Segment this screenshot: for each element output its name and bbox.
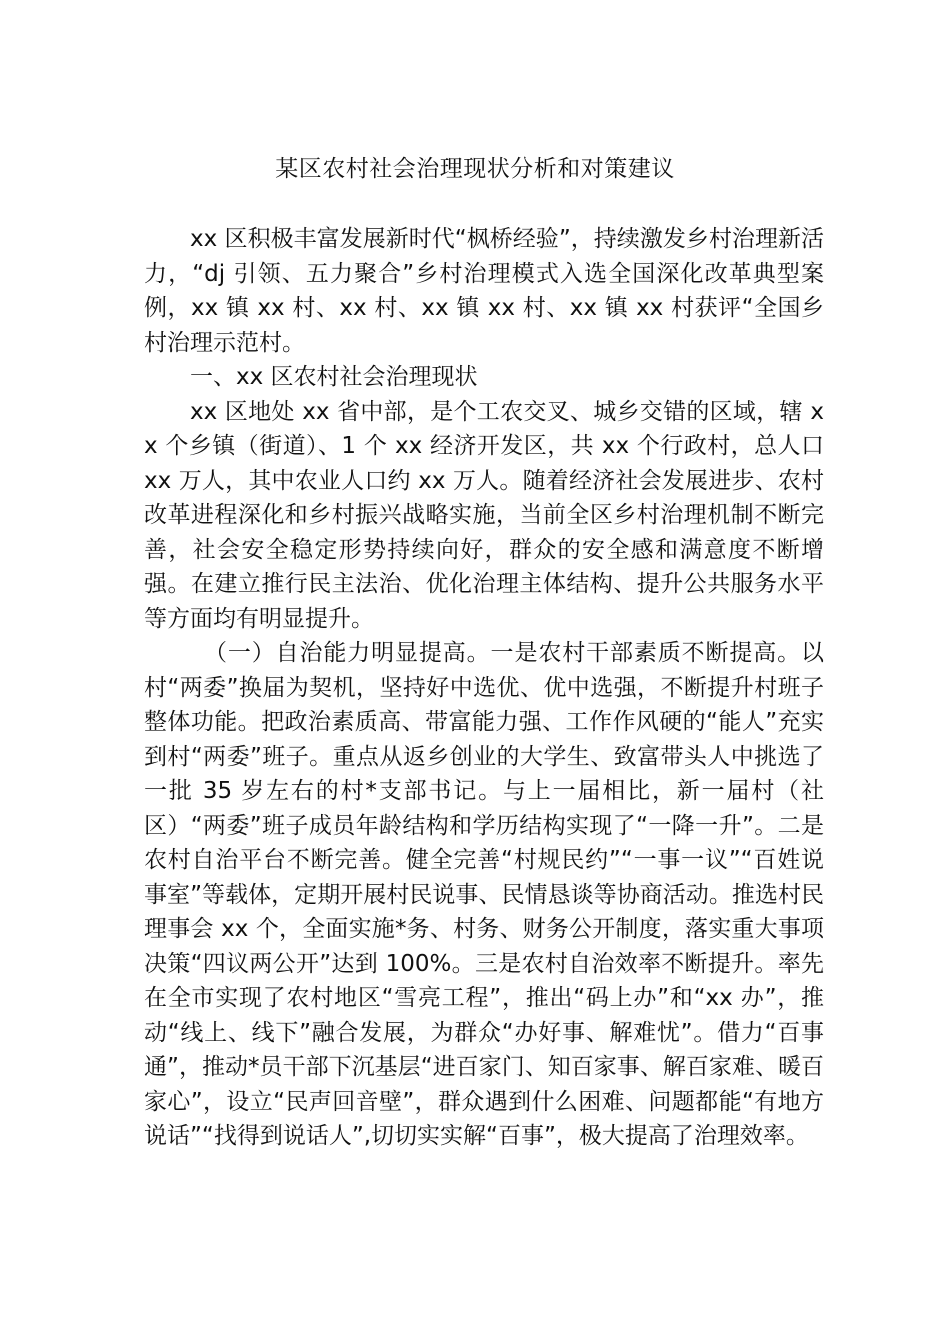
document-body: [144, 222, 824, 1154]
intro-paragraph: xx 区积极丰富发展新时代“枫桥经验”，持续激发乡村治理新活力，“dj 引领、五力聚合”乡村治理模式入选全国深化改革典型案例，xx 镇 xx 村、xx 村、xx 镇 xx 村、xx 镇 xx 村获评“全国乡村治理示范村。: [144, 226, 824, 356]
document-title: 某区农村社会治理现状分析和对策建议: [275, 156, 675, 182]
subsection-paragraph: （一）自治能力明显提高。一是农村干部素质不断提高。以村“两委”换届为契机，坚持好中选优、优中选强，不断提升村班子整体功能。把政治素质高、带富能力强、工作作风硬的“能人”充实到村“两委”班子。重点从返乡创业的大学生、致富带头人中挑选了一批 35 岁左右的村*支部书记。与上一届相比，新一届村（社区）“两委”班子成员年龄结构和学历结构实现了“一降一升”。二是农村自治平台不断完善。健全完善“村规民约”“一事一议”“百姓说事室”等载体，定期开展村民说事、民情恳谈等协商活动。推选村民理事会 xx 个，全面实施*务、村务、财务公开制度，落实重大事项决策“四议两公开”达到 100%。三是农村自治效率不断提升。率先在全市实现了农村地区“雪亮工程”，推出“码上办”和“xx 办”，推动“线上、线下”融合发展，为群众“办好事、解难忧”。借力“百事通”，推动*员干部下沉基层“进百家门、知百家事、解百家难、暖百家心”，设立“民声回音壁”，群众遇到什么困难、问题都能“有地方说话”“找得到说话人”,切切实实解“百事”，极大提高了治理效率。: [144, 640, 824, 1149]
status-paragraph: xx 区地处 xx 省中部，是个工农交叉、城乡交错的区域，辖 xx 个乡镇（街道）、1 个 xx 经济开发区，共 xx 个行政村，总人口 xx 万人，其中农业人口约 xx 万人。随着经济社会发展进步、农村改革进程深化和乡村振兴战略实施，当前全区乡村治理机制不断完善，社会安全稳定形势持续向好，群众的安全感和满意度不断增强。在建立推行民主法治、优化治理主体结构、提升公共服务水平等方面均有明显提升。: [144, 398, 824, 632]
section-heading: 一、xx 区农村社会治理现状: [190, 364, 478, 390]
